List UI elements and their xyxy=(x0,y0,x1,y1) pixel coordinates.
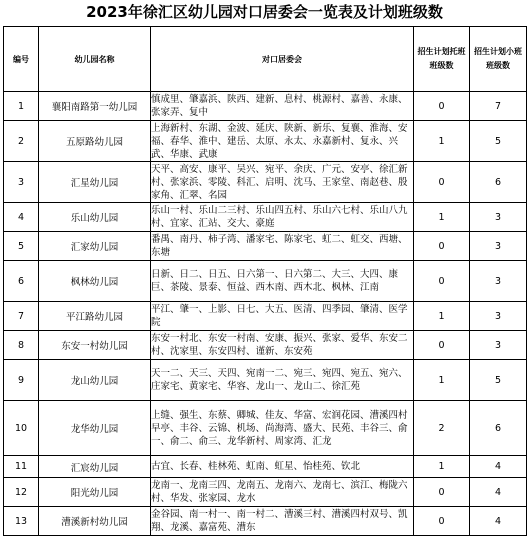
cell-tuoban-count: 0 xyxy=(414,162,470,203)
cell-no: 5 xyxy=(4,232,39,261)
table-row xyxy=(4,162,527,203)
cell-committees: 上海新村、东湖、金波、延庆、陕新、新乐、复襄、淮海、安福、春华、淮中、建岳、太原、永太、永嘉新村、复永、兴武、华康、武康 xyxy=(151,121,414,162)
cell-committees: 乐山一村、乐山二三村、乐山四五村、乐山六七村、乐山八九村、宜家、汇站、交大、豪庭 xyxy=(151,203,414,232)
cell-xiaoban-count: 6 xyxy=(470,401,527,456)
cell-committees: 番禺、南丹、柿子湾、潘家宅、陈家宅、虹二、虹交、西塘、东塘 xyxy=(151,232,414,261)
table-row xyxy=(4,478,527,507)
kindergarten-table xyxy=(3,26,527,536)
cell-xiaoban-count: 3 xyxy=(470,232,527,261)
cell-committees: 东安一村北、东安一村南、安康、振兴、张家、爱华、东安二村、沈家里、东安四村、谨新、东安苑 xyxy=(151,331,414,360)
cell-tuoban-count: 0 xyxy=(414,92,470,121)
cell-committees: 平江、肇一、上影、日七、大五、医清、四季园、肇清、医学院 xyxy=(151,302,414,331)
cell-tuoban-count: 1 xyxy=(414,360,470,401)
cell-committees: 慎成里、肇嘉浜、陕西、建新、息村、桃源村、嘉善、永康、张家弄、复中 xyxy=(151,92,414,121)
cell-tuoban-count: 0 xyxy=(414,478,470,507)
table-row xyxy=(4,261,527,302)
header-committees: 对口居委会 xyxy=(151,27,414,92)
cell-no: 10 xyxy=(4,401,39,456)
cell-tuoban-count: 0 xyxy=(414,261,470,302)
cell-no: 1 xyxy=(4,92,39,121)
cell-kindergarten-name: 汇宸幼儿园 xyxy=(39,456,151,478)
cell-kindergarten-name: 龙山幼儿园 xyxy=(39,360,151,401)
cell-kindergarten-name: 五原路幼儿园 xyxy=(39,121,151,162)
table-row xyxy=(4,456,527,478)
table-row xyxy=(4,331,527,360)
cell-tuoban-count: 0 xyxy=(414,507,470,536)
cell-xiaoban-count: 3 xyxy=(470,331,527,360)
table-row xyxy=(4,92,527,121)
cell-no: 13 xyxy=(4,507,39,536)
cell-xiaoban-count: 4 xyxy=(470,507,527,536)
cell-xiaoban-count: 7 xyxy=(470,92,527,121)
cell-no: 6 xyxy=(4,261,39,302)
cell-committees: 上缝、强生、东蔡、卿城、佳友、华富、宏润花园、漕溪四村早亭、丰谷、云锦、机场、尚海湾、盛大、民苑、丰谷三、俞一、俞二、俞三、龙华新村、周家湾、汇龙 xyxy=(151,401,414,456)
cell-no: 4 xyxy=(4,203,39,232)
cell-no: 2 xyxy=(4,121,39,162)
cell-tuoban-count: 0 xyxy=(414,232,470,261)
cell-tuoban-count: 1 xyxy=(414,203,470,232)
cell-xiaoban-count: 3 xyxy=(470,302,527,331)
cell-kindergarten-name: 汇家幼儿园 xyxy=(39,232,151,261)
table-row xyxy=(4,232,527,261)
cell-kindergarten-name: 汇星幼儿园 xyxy=(39,162,151,203)
cell-no: 11 xyxy=(4,456,39,478)
cell-kindergarten-name: 襄阳南路第一幼儿园 xyxy=(39,92,151,121)
header-xiaoban: 招生计划小班班级数 xyxy=(470,27,527,92)
cell-kindergarten-name: 阳光幼儿园 xyxy=(39,478,151,507)
header-no: 编号 xyxy=(4,27,39,92)
cell-kindergarten-name: 乐山幼儿园 xyxy=(39,203,151,232)
cell-xiaoban-count: 5 xyxy=(470,121,527,162)
cell-no: 12 xyxy=(4,478,39,507)
table-row xyxy=(4,360,527,401)
cell-committees: 日新、日二、日五、日六第一、日六第二、大三、大四、康巨、茶陵、景泰、恒益、西木南、西木北、枫林、江南 xyxy=(151,261,414,302)
cell-xiaoban-count: 3 xyxy=(470,261,527,302)
table-row xyxy=(4,203,527,232)
header-tuoban: 招生计划托班班级数 xyxy=(414,27,470,92)
cell-committees: 天一二、天三、天四、宛南一二、宛三、宛四、宛五、宛六、庄家宅、黄家宅、华容、龙山一、龙山二、徐汇苑 xyxy=(151,360,414,401)
cell-tuoban-count: 1 xyxy=(414,302,470,331)
table-header-row xyxy=(4,27,527,92)
header-name: 幼儿园名称 xyxy=(39,27,151,92)
cell-xiaoban-count: 4 xyxy=(470,456,527,478)
cell-kindergarten-name: 平江路幼儿园 xyxy=(39,302,151,331)
cell-no: 8 xyxy=(4,331,39,360)
cell-xiaoban-count: 4 xyxy=(470,478,527,507)
cell-xiaoban-count: 3 xyxy=(470,203,527,232)
table-row xyxy=(4,507,527,536)
cell-no: 7 xyxy=(4,302,39,331)
cell-kindergarten-name: 漕溪新村幼儿园 xyxy=(39,507,151,536)
cell-tuoban-count: 1 xyxy=(414,121,470,162)
cell-kindergarten-name: 龙华幼儿园 xyxy=(39,401,151,456)
table-body xyxy=(4,92,527,536)
table-row xyxy=(4,302,527,331)
cell-no: 3 xyxy=(4,162,39,203)
cell-committees: 龙南一、龙南三四、龙南五、龙南六、龙南七、滨江、梅陇六村、华发、张家园、龙水 xyxy=(151,478,414,507)
cell-committees: 古宜、长春、桂林苑、虹南、虹星、怡桂苑、钦北 xyxy=(151,456,414,478)
cell-tuoban-count: 1 xyxy=(414,456,470,478)
table-row xyxy=(4,401,527,456)
cell-xiaoban-count: 6 xyxy=(470,162,527,203)
cell-tuoban-count: 2 xyxy=(414,401,470,456)
cell-kindergarten-name: 枫林幼儿园 xyxy=(39,261,151,302)
document-title: 2023年徐汇区幼儿园对口居委会一览表及计划班级数 xyxy=(86,3,443,21)
cell-no: 9 xyxy=(4,360,39,401)
cell-kindergarten-name: 东安一村幼儿园 xyxy=(39,331,151,360)
table-row xyxy=(4,121,527,162)
cell-tuoban-count: 0 xyxy=(414,331,470,360)
cell-committees: 金谷园、南一村一、南一村二、漕溪三村、漕溪四村双号、凯翔、龙溪、嘉富苑、漕东 xyxy=(151,507,414,536)
cell-committees: 天平、高安、康平、吴兴、宛平、余庆、广元、安亭、徐汇新村、张家浜、零陵、科汇、启明、沈马、王家堂、南赵巷、殷家角、汇翠、名园 xyxy=(151,162,414,203)
cell-xiaoban-count: 5 xyxy=(470,360,527,401)
